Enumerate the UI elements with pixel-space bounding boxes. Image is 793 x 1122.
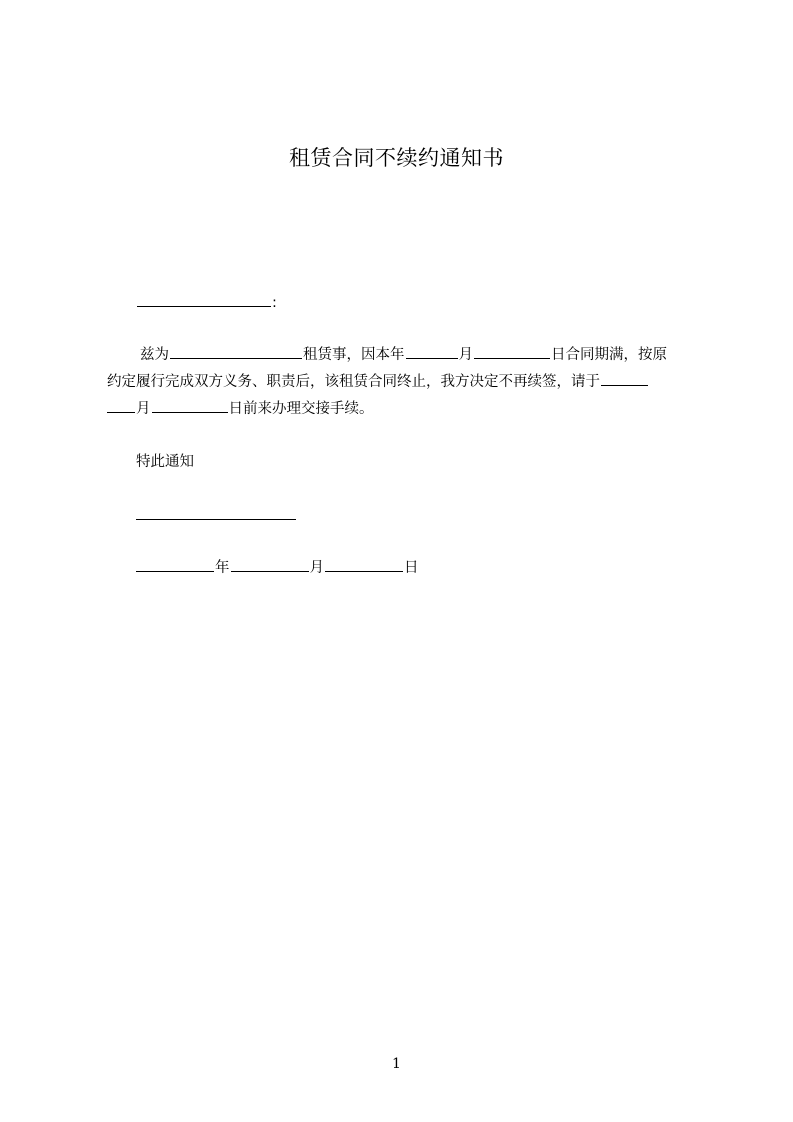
body-text: 月 [136, 401, 151, 417]
body-text: 租赁事，因本年 [303, 347, 405, 363]
closing-text: 特此通知 [136, 454, 194, 470]
body-text: 约定履行完成双方义务、职责后，该租赁合同终止，我方决定不再续签，请于 [107, 374, 600, 390]
year-blank [136, 557, 214, 572]
year-label: 年 [215, 560, 230, 576]
recipient-colon: : [272, 295, 277, 311]
recipient-line [136, 292, 277, 313]
body-line-3 [107, 398, 374, 419]
handover-day-blank [152, 398, 228, 413]
recipient-blank [137, 292, 271, 307]
date-line [136, 557, 419, 578]
body-text: 兹为 [140, 347, 169, 363]
body-text: 日前来办理交接手续。 [228, 401, 374, 417]
signature-blank [136, 505, 296, 520]
signature-line [136, 505, 297, 526]
document-title: 租赁合同不续约通知书 [289, 146, 504, 170]
day-blank [325, 557, 403, 572]
handover-month-blank [107, 398, 135, 413]
expiry-day-blank [474, 344, 550, 359]
body-line-1 [140, 344, 667, 365]
body-text: 日合同期满，按原 [551, 347, 667, 363]
expiry-month-blank [406, 344, 458, 359]
body-text: 月 [458, 347, 473, 363]
month-label: 月 [309, 560, 324, 576]
month-blank [231, 557, 309, 572]
lease-subject-blank [170, 344, 302, 359]
day-label: 日 [404, 560, 419, 576]
body-line-2 [107, 371, 649, 392]
page-number: 1 [392, 1056, 401, 1072]
handover-date-blank-start [601, 371, 648, 386]
